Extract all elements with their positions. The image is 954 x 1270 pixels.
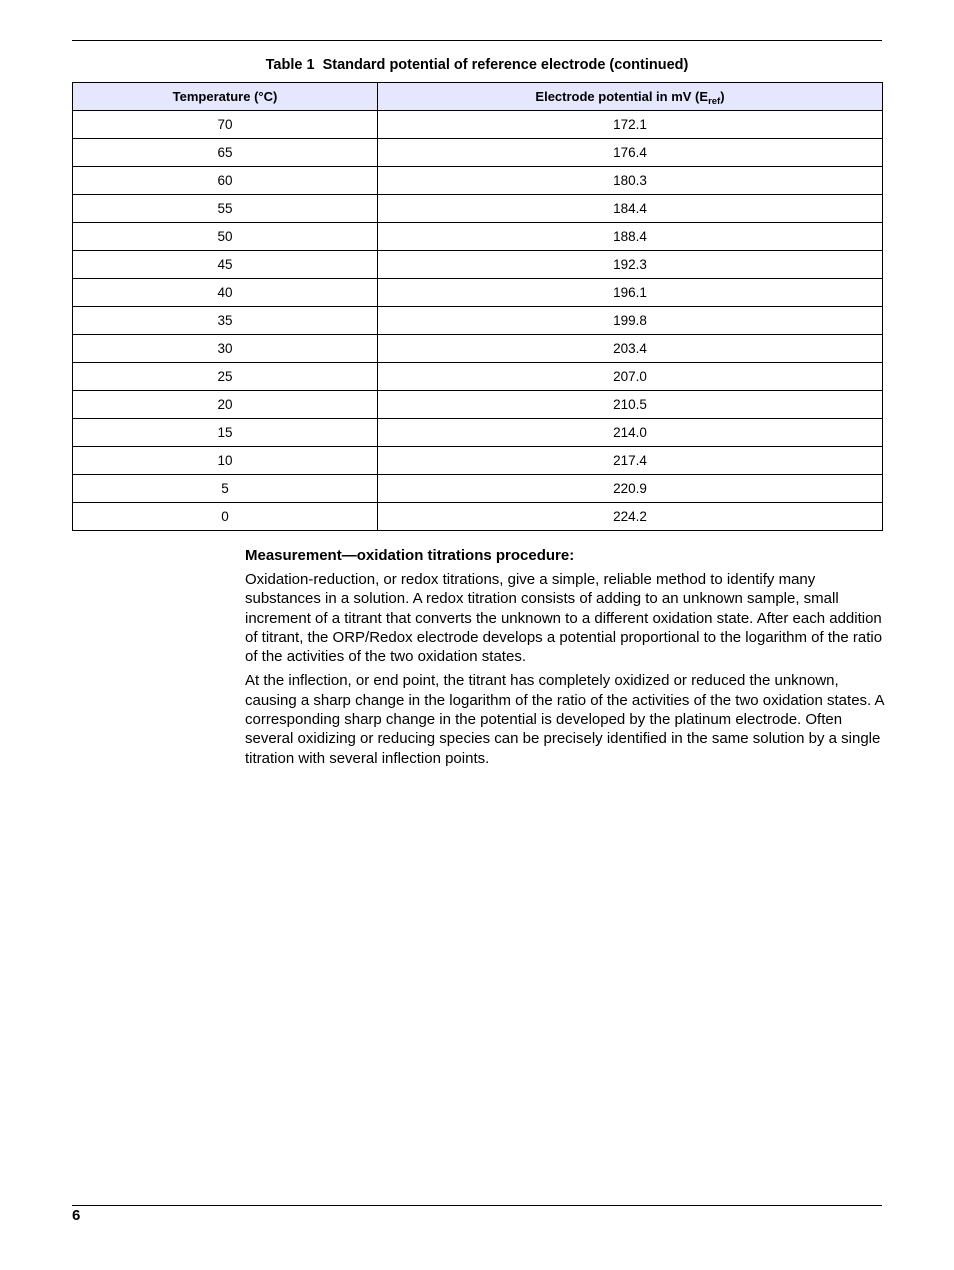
table-row — [73, 419, 883, 447]
temperature-cell: 40 — [73, 279, 378, 307]
table-row — [73, 503, 883, 531]
table-row — [73, 223, 883, 251]
temperature-cell: 50 — [73, 223, 378, 251]
potential-cell: 207.0 — [378, 363, 883, 391]
potential-cell: 184.4 — [378, 195, 883, 223]
table-caption: Table 1 Standard potential of reference electrode (continued) — [265, 57, 689, 73]
temperature-column-header: Temperature (°C) — [73, 83, 378, 111]
table-row — [73, 363, 883, 391]
potential-cell: 172.1 — [378, 111, 883, 139]
temperature-cell: 15 — [73, 419, 378, 447]
section-heading: Measurement—oxidation titrations procedure: — [245, 547, 575, 564]
section-paragraph-1: Oxidation-reduction, or redox titrations, give a simple, reliable method to identify many substances in a solution. A redox titration consists of adding to an unknown sample, small increment of a titrant that converts the unknown to a different oxidation state. After each addition of titrant, the ORP/Redox electrode develops a potential proportional to the logarithm of the ratio of the activities of the two oxidation states. — [245, 571, 883, 666]
table-row — [73, 447, 883, 475]
table-row — [73, 139, 883, 167]
potential-cell: 192.3 — [378, 251, 883, 279]
temperature-cell: 60 — [73, 167, 378, 195]
table-row — [73, 307, 883, 335]
table-row — [73, 335, 883, 363]
table-body — [73, 111, 883, 531]
potential-cell: 220.9 — [378, 475, 883, 503]
footer-rule — [72, 1205, 882, 1206]
potential-cell: 224.2 — [378, 503, 883, 531]
potential-header-subscript: ref — [708, 96, 721, 107]
potential-cell: 210.5 — [378, 391, 883, 419]
page-number: 6 — [72, 1207, 81, 1224]
temperature-cell: 35 — [73, 307, 378, 335]
table-row — [73, 251, 883, 279]
temperature-cell: 65 — [73, 139, 378, 167]
table-header-row — [73, 83, 883, 111]
potential-header-close: ) — [720, 89, 725, 104]
potential-cell: 199.8 — [378, 307, 883, 335]
table-row — [73, 167, 883, 195]
temperature-cell: 45 — [73, 251, 378, 279]
potential-cell: 203.4 — [378, 335, 883, 363]
oxidation-titrations-section — [245, 546, 890, 773]
potential-cell: 188.4 — [378, 223, 883, 251]
table-row — [73, 391, 883, 419]
potential-cell: 214.0 — [378, 419, 883, 447]
table-row — [73, 475, 883, 503]
table-row — [73, 195, 883, 223]
temperature-cell: 30 — [73, 335, 378, 363]
potential-cell: 180.3 — [378, 167, 883, 195]
temperature-cell: 5 — [73, 475, 378, 503]
potential-column-header — [378, 83, 883, 111]
table-row — [73, 111, 883, 139]
reference-potential-table — [72, 82, 883, 531]
temperature-cell: 0 — [73, 503, 378, 531]
header-rule — [72, 40, 882, 41]
temperature-cell: 20 — [73, 391, 378, 419]
table-row — [73, 279, 883, 307]
section-paragraph-2: At the inflection, or end point, the titrant has completely oxidized or reduced the unknown, causing a sharp change in the logarithm of the ratio of the activities of the two oxidation states. A corresponding sharp change in the potential is developed by the platinum electrode. Often several oxidizing or reducing species can be precisely identified in the same solution by a single titration with several inflection points. — [245, 672, 884, 767]
temperature-cell: 55 — [73, 195, 378, 223]
temperature-cell: 70 — [73, 111, 378, 139]
potential-cell: 176.4 — [378, 139, 883, 167]
potential-cell: 196.1 — [378, 279, 883, 307]
potential-header-text: Electrode potential in mV (E — [535, 89, 709, 104]
temperature-cell: 25 — [73, 363, 378, 391]
temperature-cell: 10 — [73, 447, 378, 475]
potential-cell: 217.4 — [378, 447, 883, 475]
